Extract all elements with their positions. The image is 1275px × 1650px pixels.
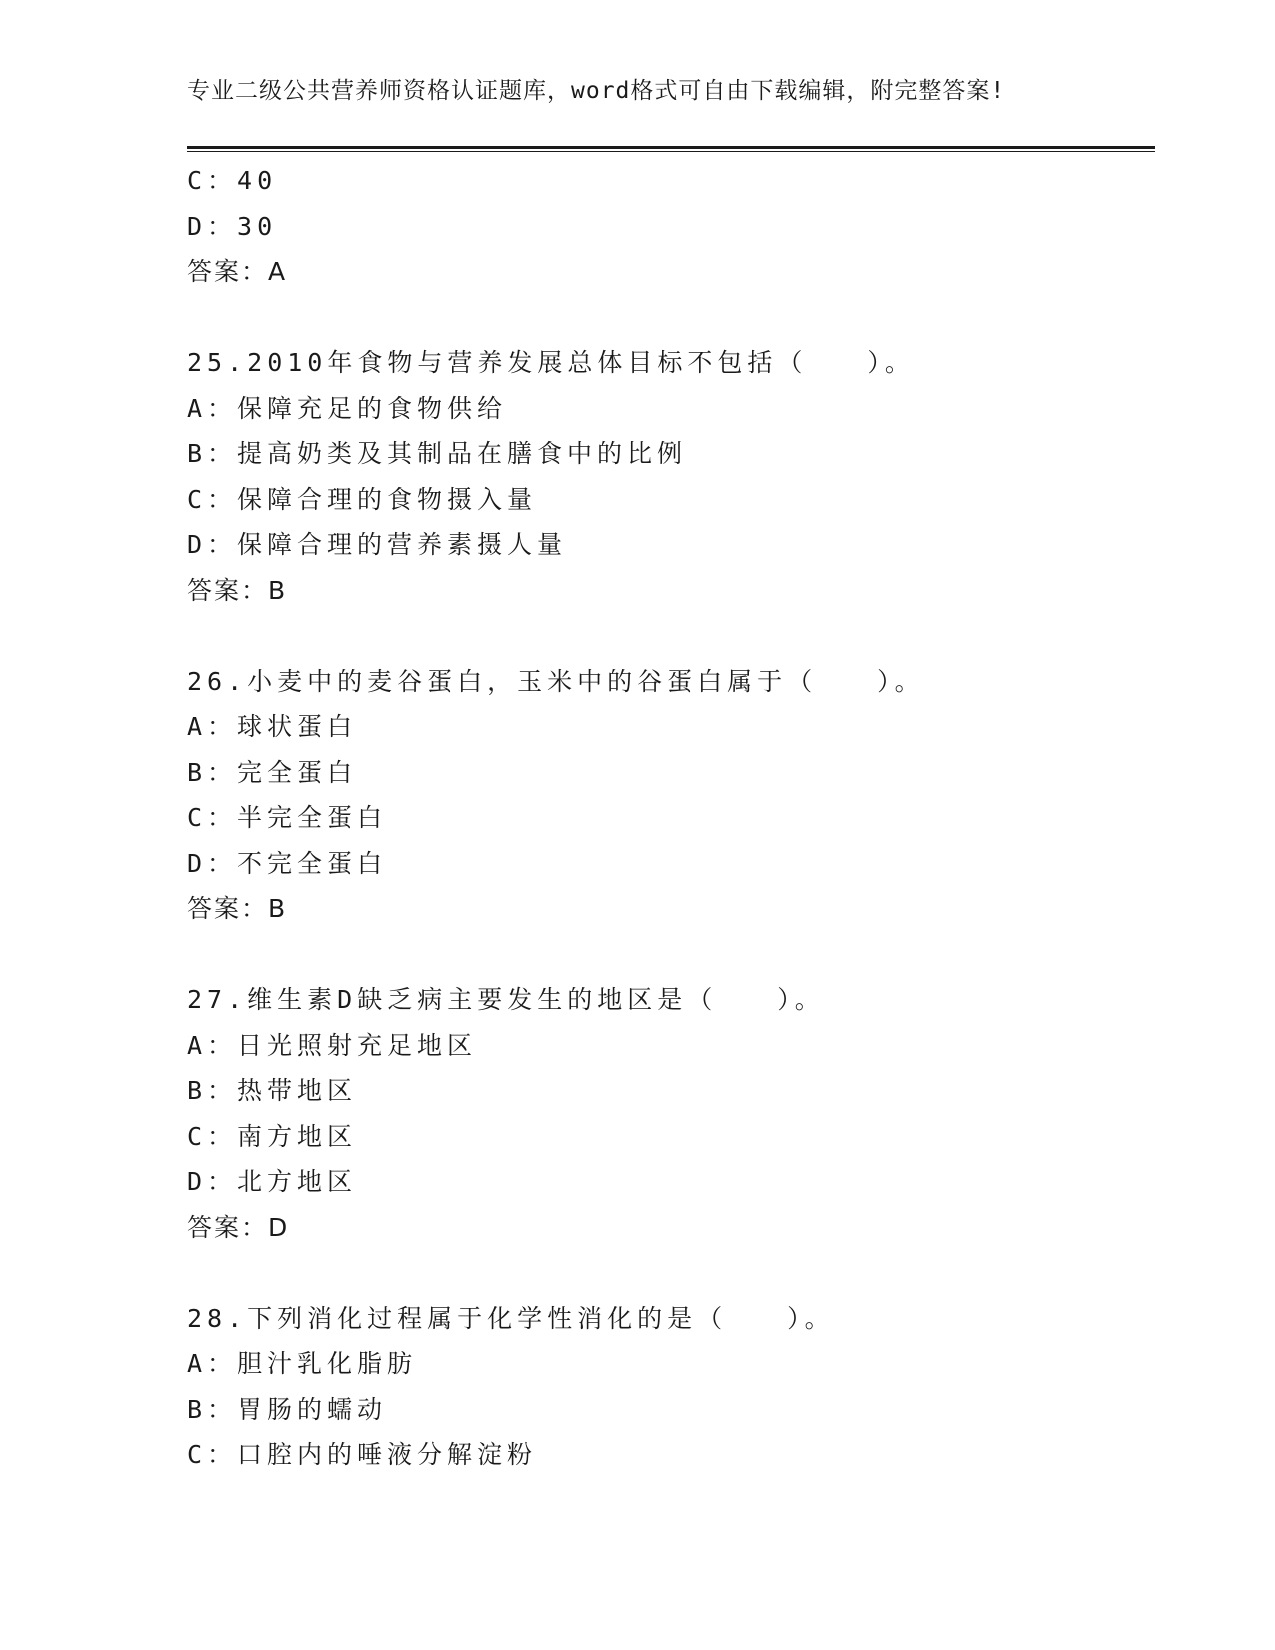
option-d: D：保障合理的营养素摄人量 xyxy=(187,530,568,559)
option-b: B：热带地区 xyxy=(187,1076,358,1105)
option-b: B：提高奶类及其制品在膳食中的比例 xyxy=(187,439,688,468)
header-rule-thin xyxy=(187,151,1155,152)
page-header: 专业二级公共营养师资格认证题库，word格式可自由下载编辑，附完整答案! xyxy=(187,78,1006,104)
option-b: B：完全蛋白 xyxy=(187,757,358,787)
answer: 答案：A xyxy=(187,257,288,286)
option-a: A：胆汁乳化脂肪 xyxy=(187,1349,418,1378)
option-c: C：半完全蛋白 xyxy=(187,803,388,832)
option-c: C：40 xyxy=(187,166,278,195)
question-content xyxy=(187,158,1157,1478)
header-rule-thick xyxy=(187,146,1155,149)
question-stem: 27.维生素D缺乏病主要发生的地区是（ ）。 xyxy=(187,985,825,1014)
spacer xyxy=(187,613,1157,659)
question-stem: 26.小麦中的麦谷蛋白，玉米中的谷蛋白属于（ ）。 xyxy=(187,666,925,696)
answer: 答案：B xyxy=(187,575,288,605)
option-a: A：日光照射充足地区 xyxy=(187,1030,478,1060)
spacer xyxy=(187,295,1157,341)
option-d: D：30 xyxy=(187,211,278,241)
option-b: B：胃肠的蠕动 xyxy=(187,1394,388,1424)
spacer xyxy=(187,1250,1157,1296)
option-c: C：南方地区 xyxy=(187,1121,358,1151)
question-stem: 25.2010年食物与营养发展总体目标不包括（ ）。 xyxy=(187,348,915,377)
answer: 答案：B xyxy=(187,894,288,923)
option-c: C：口腔内的唾液分解淀粉 xyxy=(187,1440,538,1469)
option-c: C：保障合理的食物摄入量 xyxy=(187,484,538,514)
answer: 答案：D xyxy=(187,1212,290,1242)
option-a: A：保障充足的食物供给 xyxy=(187,393,508,423)
option-d: D：北方地区 xyxy=(187,1167,358,1196)
option-d: D：不完全蛋白 xyxy=(187,848,388,878)
question-stem: 28.下列消化过程属于化学性消化的是（ ）。 xyxy=(187,1303,835,1333)
spacer xyxy=(187,932,1157,978)
option-a: A：球状蛋白 xyxy=(187,712,358,741)
